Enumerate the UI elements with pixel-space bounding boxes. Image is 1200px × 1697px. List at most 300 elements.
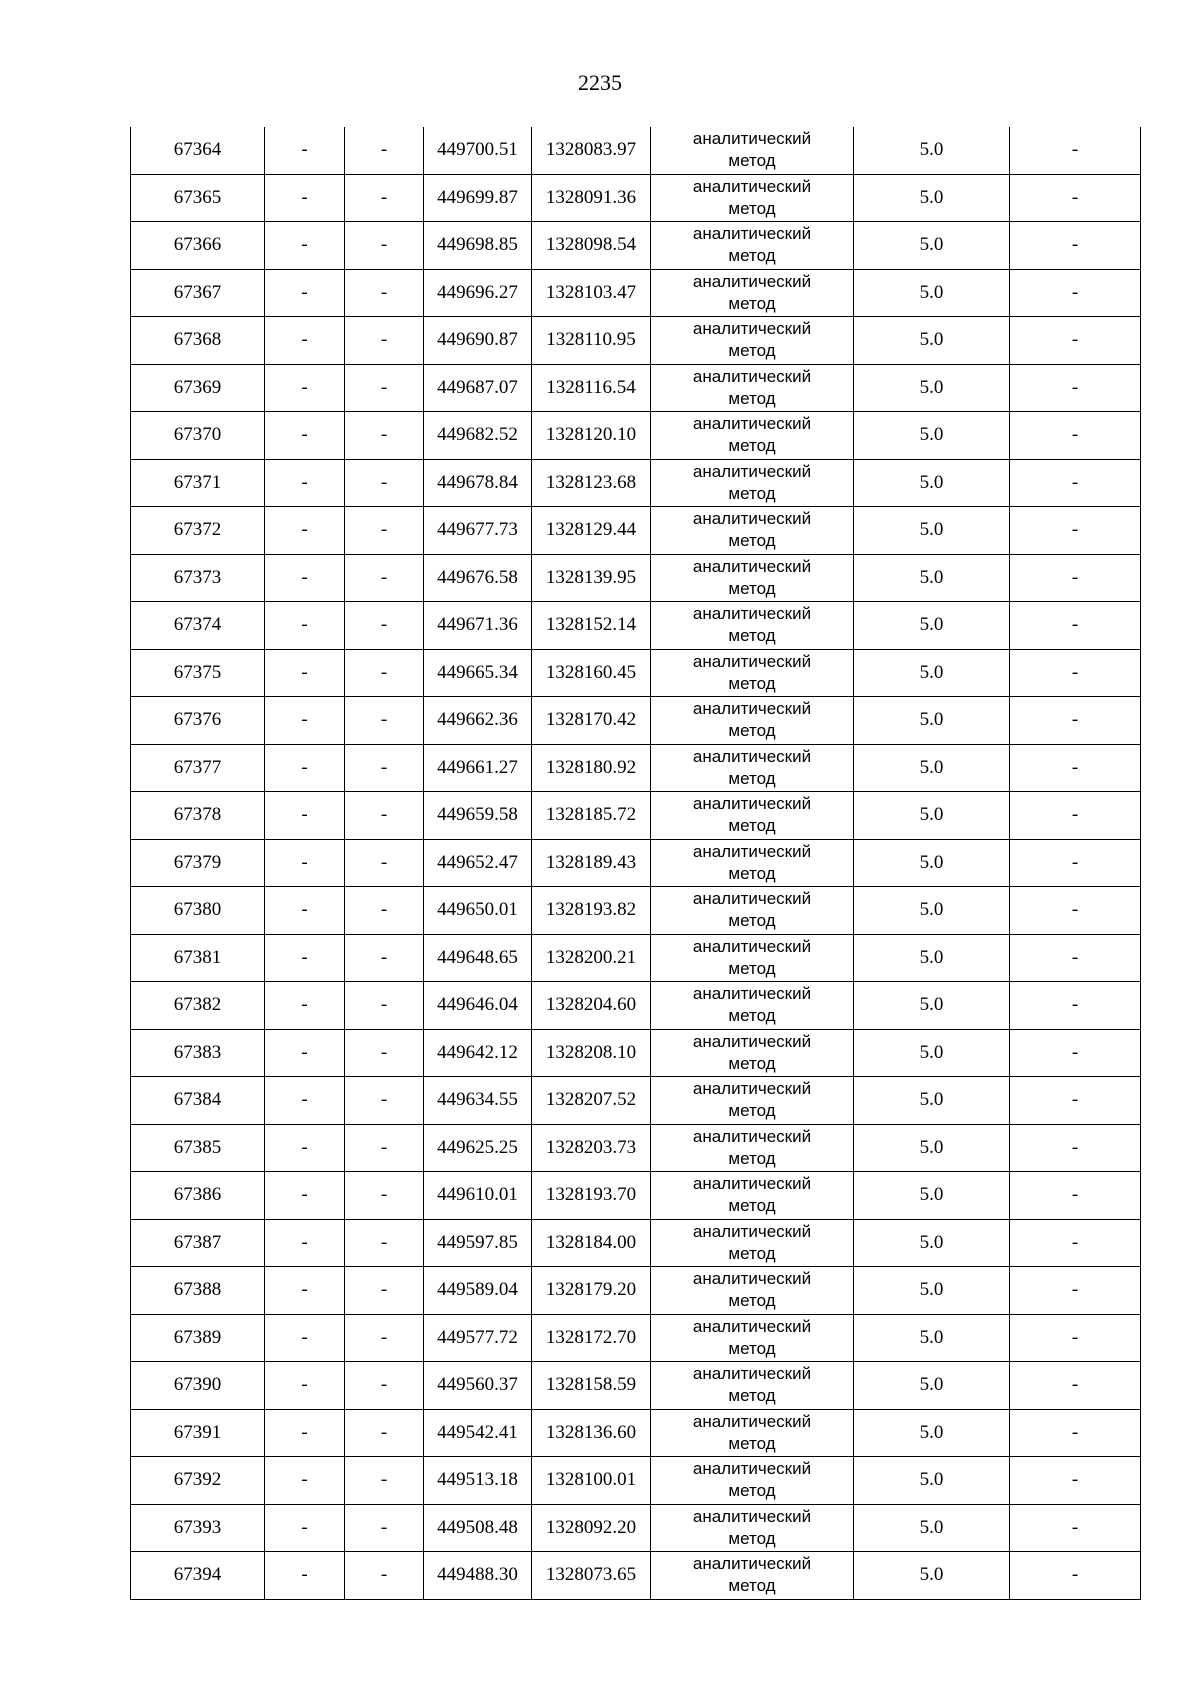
point-number-cell: 67394 [131, 1552, 265, 1600]
empty-value-cell: - [1010, 934, 1141, 982]
empty-value-cell: - [1010, 1552, 1141, 1600]
empty-value-cell: - [265, 317, 345, 365]
empty-value-cell: - [345, 1457, 424, 1505]
empty-value-cell: - [1010, 412, 1141, 460]
accuracy-cell: 5.0 [854, 1314, 1010, 1362]
method-cell [651, 1409, 854, 1457]
empty-value-cell: - [345, 127, 424, 174]
method-cell [651, 1219, 854, 1267]
table-row [131, 364, 1141, 412]
y-coordinate-cell: 1328185.72 [532, 792, 651, 840]
point-number-cell: 67382 [131, 982, 265, 1030]
accuracy-cell: 5.0 [854, 317, 1010, 365]
method-cell [651, 1029, 854, 1077]
accuracy-cell: 5.0 [854, 127, 1010, 174]
point-number-cell: 67367 [131, 269, 265, 317]
table-row [131, 1504, 1141, 1552]
empty-value-cell: - [265, 934, 345, 982]
empty-value-cell: - [345, 887, 424, 935]
method-text: аналитический метод [692, 1364, 812, 1406]
empty-value-cell: - [265, 554, 345, 602]
table-row [131, 1077, 1141, 1125]
x-coordinate-cell: 449625.25 [424, 1124, 532, 1172]
empty-value-cell: - [345, 1267, 424, 1315]
y-coordinate-cell: 1328116.54 [532, 364, 651, 412]
empty-value-cell: - [265, 839, 345, 887]
table-row [131, 459, 1141, 507]
table-row [131, 1457, 1141, 1505]
y-coordinate-cell: 1328083.97 [532, 127, 651, 174]
accuracy-cell: 5.0 [854, 1077, 1010, 1125]
y-coordinate-cell: 1328200.21 [532, 934, 651, 982]
point-number-cell: 67365 [131, 174, 265, 222]
accuracy-cell: 5.0 [854, 744, 1010, 792]
empty-value-cell: - [345, 507, 424, 555]
empty-value-cell: - [265, 412, 345, 460]
table-row [131, 602, 1141, 650]
empty-value-cell: - [345, 1409, 424, 1457]
x-coordinate-cell: 449648.65 [424, 934, 532, 982]
empty-value-cell: - [345, 1314, 424, 1362]
table-row [131, 792, 1141, 840]
point-number-cell: 67387 [131, 1219, 265, 1267]
method-text: аналитический метод [692, 604, 812, 646]
y-coordinate-cell: 1328170.42 [532, 697, 651, 745]
x-coordinate-cell: 449542.41 [424, 1409, 532, 1457]
method-cell [651, 982, 854, 1030]
empty-value-cell: - [345, 1172, 424, 1220]
point-number-cell: 67379 [131, 839, 265, 887]
accuracy-cell: 5.0 [854, 1409, 1010, 1457]
point-number-cell: 67369 [131, 364, 265, 412]
empty-value-cell: - [345, 1552, 424, 1600]
empty-value-cell: - [345, 269, 424, 317]
method-text: аналитический метод [692, 936, 812, 978]
method-text: аналитический метод [692, 1031, 812, 1073]
empty-value-cell: - [265, 1552, 345, 1600]
method-cell [651, 792, 854, 840]
empty-value-cell: - [345, 364, 424, 412]
method-text: аналитический метод [692, 224, 812, 266]
x-coordinate-cell: 449698.85 [424, 222, 532, 270]
empty-value-cell: - [265, 174, 345, 222]
empty-value-cell: - [345, 744, 424, 792]
method-cell [651, 459, 854, 507]
table-row [131, 222, 1141, 270]
method-text: аналитический метод [692, 1174, 812, 1216]
empty-value-cell: - [265, 127, 345, 174]
x-coordinate-cell: 449678.84 [424, 459, 532, 507]
empty-value-cell: - [265, 1362, 345, 1410]
y-coordinate-cell: 1328103.47 [532, 269, 651, 317]
method-cell [651, 697, 854, 745]
point-number-cell: 67374 [131, 602, 265, 650]
table-row [131, 744, 1141, 792]
x-coordinate-cell: 449700.51 [424, 127, 532, 174]
method-text: аналитический метод [692, 1079, 812, 1121]
empty-value-cell: - [1010, 459, 1141, 507]
y-coordinate-cell: 1328073.65 [532, 1552, 651, 1600]
empty-value-cell: - [1010, 1077, 1141, 1125]
empty-value-cell: - [1010, 1504, 1141, 1552]
empty-value-cell: - [345, 792, 424, 840]
empty-value-cell: - [345, 222, 424, 270]
empty-value-cell: - [345, 1362, 424, 1410]
table-row [131, 649, 1141, 697]
table-row [131, 1362, 1141, 1410]
method-text: аналитический метод [692, 1126, 812, 1168]
method-cell [651, 174, 854, 222]
point-number-cell: 67370 [131, 412, 265, 460]
y-coordinate-cell: 1328098.54 [532, 222, 651, 270]
x-coordinate-cell: 449597.85 [424, 1219, 532, 1267]
point-number-cell: 67380 [131, 887, 265, 935]
method-text: аналитический метод [692, 1316, 812, 1358]
x-coordinate-cell: 449488.30 [424, 1552, 532, 1600]
empty-value-cell: - [1010, 1219, 1141, 1267]
point-number-cell: 67378 [131, 792, 265, 840]
point-number-cell: 67391 [131, 1409, 265, 1457]
table-row [131, 887, 1141, 935]
point-number-cell: 67386 [131, 1172, 265, 1220]
empty-value-cell: - [345, 982, 424, 1030]
point-number-cell: 67381 [131, 934, 265, 982]
x-coordinate-cell: 449642.12 [424, 1029, 532, 1077]
method-cell [651, 744, 854, 792]
point-number-cell: 67389 [131, 1314, 265, 1362]
point-number-cell: 67371 [131, 459, 265, 507]
empty-value-cell: - [1010, 127, 1141, 174]
empty-value-cell: - [345, 1077, 424, 1125]
method-cell [651, 222, 854, 270]
point-number-cell: 67390 [131, 1362, 265, 1410]
empty-value-cell: - [1010, 1172, 1141, 1220]
empty-value-cell: - [1010, 744, 1141, 792]
table-row [131, 1409, 1141, 1457]
empty-value-cell: - [265, 744, 345, 792]
y-coordinate-cell: 1328203.73 [532, 1124, 651, 1172]
y-coordinate-cell: 1328092.20 [532, 1504, 651, 1552]
empty-value-cell: - [1010, 1362, 1141, 1410]
method-cell [651, 602, 854, 650]
accuracy-cell: 5.0 [854, 459, 1010, 507]
table-row [131, 1267, 1141, 1315]
empty-value-cell: - [345, 174, 424, 222]
empty-value-cell: - [265, 1409, 345, 1457]
empty-value-cell: - [345, 602, 424, 650]
table-row [131, 412, 1141, 460]
y-coordinate-cell: 1328110.95 [532, 317, 651, 365]
accuracy-cell: 5.0 [854, 697, 1010, 745]
table-row [131, 1219, 1141, 1267]
empty-value-cell: - [345, 649, 424, 697]
y-coordinate-cell: 1328160.45 [532, 649, 651, 697]
table-body [131, 127, 1141, 1599]
empty-value-cell: - [1010, 1457, 1141, 1505]
accuracy-cell: 5.0 [854, 554, 1010, 602]
empty-value-cell: - [345, 839, 424, 887]
table-row [131, 1314, 1141, 1362]
method-text: аналитический метод [692, 176, 812, 218]
table-row [131, 697, 1141, 745]
method-text: аналитический метод [692, 509, 812, 551]
accuracy-cell: 5.0 [854, 839, 1010, 887]
empty-value-cell: - [1010, 1409, 1141, 1457]
empty-value-cell: - [265, 459, 345, 507]
point-number-cell: 67383 [131, 1029, 265, 1077]
empty-value-cell: - [1010, 792, 1141, 840]
empty-value-cell: - [1010, 1314, 1141, 1362]
accuracy-cell: 5.0 [854, 222, 1010, 270]
y-coordinate-cell: 1328152.14 [532, 602, 651, 650]
y-coordinate-cell: 1328139.95 [532, 554, 651, 602]
table-row [131, 982, 1141, 1030]
accuracy-cell: 5.0 [854, 1029, 1010, 1077]
method-cell [651, 1314, 854, 1362]
x-coordinate-cell: 449676.58 [424, 554, 532, 602]
point-number-cell: 67385 [131, 1124, 265, 1172]
accuracy-cell: 5.0 [854, 982, 1010, 1030]
accuracy-cell: 5.0 [854, 649, 1010, 697]
method-text: аналитический метод [692, 1554, 812, 1596]
method-cell [651, 412, 854, 460]
method-cell [651, 1124, 854, 1172]
y-coordinate-cell: 1328204.60 [532, 982, 651, 1030]
y-coordinate-cell: 1328189.43 [532, 839, 651, 887]
accuracy-cell: 5.0 [854, 1267, 1010, 1315]
method-text: аналитический метод [692, 1269, 812, 1311]
empty-value-cell: - [265, 364, 345, 412]
x-coordinate-cell: 449696.27 [424, 269, 532, 317]
method-cell [651, 554, 854, 602]
empty-value-cell: - [1010, 602, 1141, 650]
x-coordinate-cell: 449560.37 [424, 1362, 532, 1410]
method-cell [651, 887, 854, 935]
y-coordinate-cell: 1328193.70 [532, 1172, 651, 1220]
accuracy-cell: 5.0 [854, 412, 1010, 460]
table-row [131, 1124, 1141, 1172]
table-row [131, 269, 1141, 317]
x-coordinate-cell: 449513.18 [424, 1457, 532, 1505]
accuracy-cell: 5.0 [854, 1124, 1010, 1172]
y-coordinate-cell: 1328120.10 [532, 412, 651, 460]
accuracy-cell: 5.0 [854, 602, 1010, 650]
y-coordinate-cell: 1328207.52 [532, 1077, 651, 1125]
method-cell [651, 364, 854, 412]
method-cell [651, 1077, 854, 1125]
method-text: аналитический метод [692, 984, 812, 1026]
empty-value-cell: - [1010, 222, 1141, 270]
point-number-cell: 67373 [131, 554, 265, 602]
x-coordinate-cell: 449652.47 [424, 839, 532, 887]
accuracy-cell: 5.0 [854, 364, 1010, 412]
x-coordinate-cell: 449699.87 [424, 174, 532, 222]
x-coordinate-cell: 449662.36 [424, 697, 532, 745]
point-number-cell: 67376 [131, 697, 265, 745]
accuracy-cell: 5.0 [854, 1552, 1010, 1600]
method-text: аналитический метод [692, 461, 812, 503]
x-coordinate-cell: 449687.07 [424, 364, 532, 412]
empty-value-cell: - [1010, 982, 1141, 1030]
accuracy-cell: 5.0 [854, 887, 1010, 935]
empty-value-cell: - [345, 1219, 424, 1267]
empty-value-cell: - [1010, 317, 1141, 365]
accuracy-cell: 5.0 [854, 1457, 1010, 1505]
x-coordinate-cell: 449508.48 [424, 1504, 532, 1552]
y-coordinate-cell: 1328208.10 [532, 1029, 651, 1077]
method-text: аналитический метод [692, 414, 812, 456]
accuracy-cell: 5.0 [854, 507, 1010, 555]
method-text: аналитический метод [692, 794, 812, 836]
method-text: аналитический метод [692, 271, 812, 313]
x-coordinate-cell: 449677.73 [424, 507, 532, 555]
point-number-cell: 67388 [131, 1267, 265, 1315]
empty-value-cell: - [345, 1029, 424, 1077]
empty-value-cell: - [265, 887, 345, 935]
table-row [131, 507, 1141, 555]
point-number-cell: 67366 [131, 222, 265, 270]
y-coordinate-cell: 1328158.59 [532, 1362, 651, 1410]
x-coordinate-cell: 449650.01 [424, 887, 532, 935]
empty-value-cell: - [265, 1219, 345, 1267]
empty-value-cell: - [265, 269, 345, 317]
table-row [131, 1172, 1141, 1220]
page-number: 2235 [578, 70, 622, 95]
table-row [131, 839, 1141, 887]
empty-value-cell: - [1010, 697, 1141, 745]
method-cell [651, 1267, 854, 1315]
method-text: аналитический метод [692, 1221, 812, 1263]
y-coordinate-cell: 1328091.36 [532, 174, 651, 222]
y-coordinate-cell: 1328172.70 [532, 1314, 651, 1362]
point-number-cell: 67375 [131, 649, 265, 697]
table-row [131, 1029, 1141, 1077]
point-number-cell: 67364 [131, 127, 265, 174]
table-row [131, 1552, 1141, 1600]
method-cell [651, 1457, 854, 1505]
empty-value-cell: - [345, 1124, 424, 1172]
empty-value-cell: - [265, 1504, 345, 1552]
x-coordinate-cell: 449671.36 [424, 602, 532, 650]
method-text: аналитический метод [692, 1411, 812, 1453]
y-coordinate-cell: 1328136.60 [532, 1409, 651, 1457]
method-cell [651, 1362, 854, 1410]
empty-value-cell: - [265, 1172, 345, 1220]
empty-value-cell: - [265, 1124, 345, 1172]
empty-value-cell: - [1010, 554, 1141, 602]
empty-value-cell: - [265, 222, 345, 270]
y-coordinate-cell: 1328180.92 [532, 744, 651, 792]
empty-value-cell: - [1010, 649, 1141, 697]
method-text: аналитический метод [692, 366, 812, 408]
point-number-cell: 67377 [131, 744, 265, 792]
method-cell [651, 1172, 854, 1220]
empty-value-cell: - [345, 697, 424, 745]
x-coordinate-cell: 449659.58 [424, 792, 532, 840]
empty-value-cell: - [1010, 1267, 1141, 1315]
accuracy-cell: 5.0 [854, 174, 1010, 222]
accuracy-cell: 5.0 [854, 1504, 1010, 1552]
empty-value-cell: - [1010, 1124, 1141, 1172]
method-cell [651, 1552, 854, 1600]
method-cell [651, 839, 854, 887]
empty-value-cell: - [1010, 839, 1141, 887]
point-number-cell: 67393 [131, 1504, 265, 1552]
table-row [131, 127, 1141, 174]
empty-value-cell: - [265, 1314, 345, 1362]
x-coordinate-cell: 449661.27 [424, 744, 532, 792]
empty-value-cell: - [265, 1457, 345, 1505]
y-coordinate-cell: 1328184.00 [532, 1219, 651, 1267]
y-coordinate-cell: 1328179.20 [532, 1267, 651, 1315]
x-coordinate-cell: 449634.55 [424, 1077, 532, 1125]
accuracy-cell: 5.0 [854, 792, 1010, 840]
method-cell [651, 649, 854, 697]
point-number-cell: 67368 [131, 317, 265, 365]
empty-value-cell: - [1010, 269, 1141, 317]
x-coordinate-cell: 449682.52 [424, 412, 532, 460]
method-text: аналитический метод [692, 129, 812, 171]
table-row [131, 934, 1141, 982]
empty-value-cell: - [345, 554, 424, 602]
empty-value-cell: - [265, 649, 345, 697]
empty-value-cell: - [265, 1029, 345, 1077]
point-number-cell: 67372 [131, 507, 265, 555]
x-coordinate-cell: 449610.01 [424, 1172, 532, 1220]
empty-value-cell: - [1010, 887, 1141, 935]
empty-value-cell: - [345, 459, 424, 507]
empty-value-cell: - [1010, 364, 1141, 412]
method-cell [651, 934, 854, 982]
method-text: аналитический метод [692, 841, 812, 883]
empty-value-cell: - [265, 507, 345, 555]
empty-value-cell: - [265, 792, 345, 840]
empty-value-cell: - [265, 982, 345, 1030]
method-text: аналитический метод [692, 651, 812, 693]
empty-value-cell: - [1010, 507, 1141, 555]
empty-value-cell: - [265, 602, 345, 650]
coordinates-table [130, 127, 1141, 1600]
accuracy-cell: 5.0 [854, 269, 1010, 317]
empty-value-cell: - [345, 934, 424, 982]
x-coordinate-cell: 449665.34 [424, 649, 532, 697]
empty-value-cell: - [1010, 174, 1141, 222]
y-coordinate-cell: 1328123.68 [532, 459, 651, 507]
x-coordinate-cell: 449690.87 [424, 317, 532, 365]
x-coordinate-cell: 449589.04 [424, 1267, 532, 1315]
method-text: аналитический метод [692, 1506, 812, 1548]
x-coordinate-cell: 449577.72 [424, 1314, 532, 1362]
method-cell [651, 1504, 854, 1552]
empty-value-cell: - [345, 412, 424, 460]
empty-value-cell: - [1010, 1029, 1141, 1077]
method-text: аналитический метод [692, 1459, 812, 1501]
method-text: аналитический метод [692, 746, 812, 788]
method-cell [651, 127, 854, 174]
accuracy-cell: 5.0 [854, 1362, 1010, 1410]
empty-value-cell: - [345, 317, 424, 365]
accuracy-cell: 5.0 [854, 1172, 1010, 1220]
method-text: аналитический метод [692, 889, 812, 931]
x-coordinate-cell: 449646.04 [424, 982, 532, 1030]
empty-value-cell: - [265, 1077, 345, 1125]
empty-value-cell: - [345, 1504, 424, 1552]
y-coordinate-cell: 1328129.44 [532, 507, 651, 555]
point-number-cell: 67384 [131, 1077, 265, 1125]
method-cell [651, 269, 854, 317]
empty-value-cell: - [265, 697, 345, 745]
table-row [131, 174, 1141, 222]
